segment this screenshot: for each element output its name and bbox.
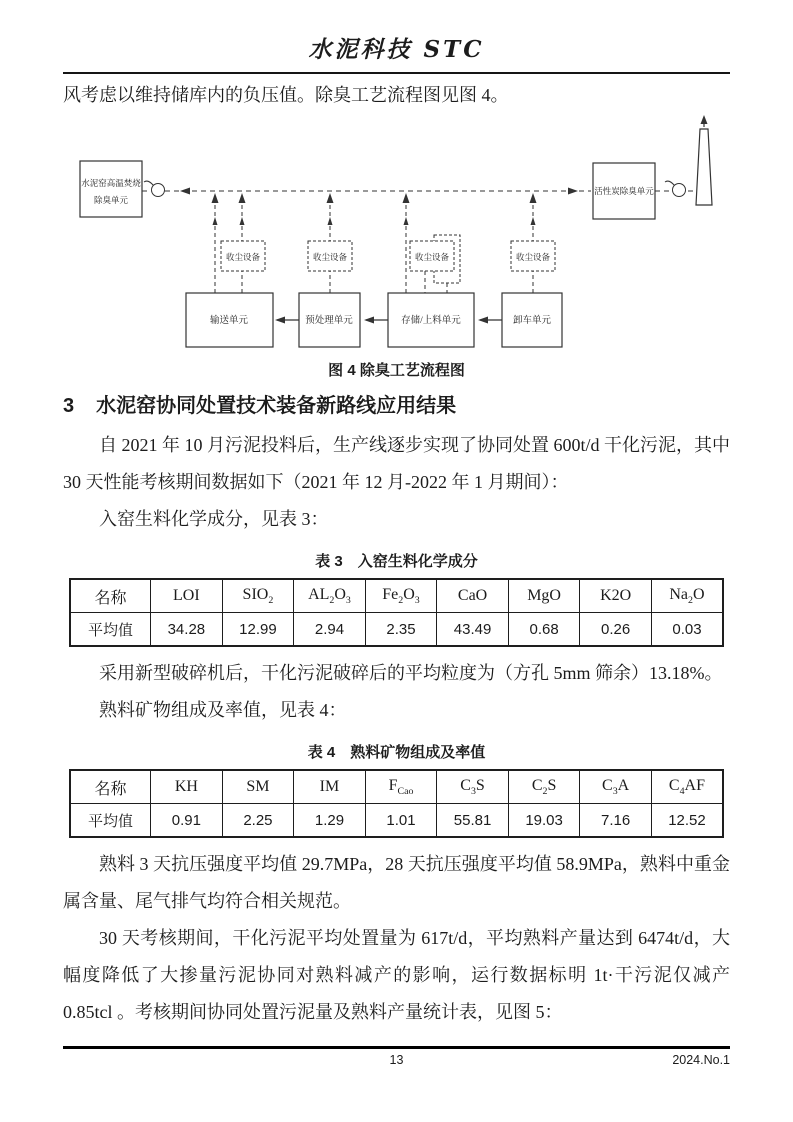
- table-value-cell: 12.99: [222, 613, 294, 647]
- paragraph-assessment-output: 30 天考核期间，干化污泥平均处置量为 617t/d，平均熟料产量达到 6474t/d，大幅度降低了大掺量污泥协同对熟料减产的影响，运行数据标明 1t·干污泥仅减产 0.85tcl 。考核期间协同处置污泥量及熟料产量统计表，见图 5：: [63, 928, 730, 1022]
- dust-collector-label-1: 收尘设备: [225, 252, 261, 262]
- table-value-cell: 平均值: [70, 804, 151, 838]
- table-header-cell: MgO: [508, 579, 580, 613]
- paragraph-performance-period: 自 2021 年 10 月污泥投料后，生产线逐步实现了协同处置 600t/d 干化污泥，其中 30 天性能考核期间数据如下（2021 年 12 月-2022 年 1 月期间）：: [63, 435, 730, 492]
- table-header-row: [70, 579, 723, 613]
- table-value-cell: 0.68: [508, 613, 580, 647]
- table-header-cell: $Na_2O$: [651, 579, 723, 613]
- table-header-cell: SM: [222, 770, 294, 804]
- dust-collector-label-4: 收尘设备: [515, 252, 551, 262]
- table-header-cell: $C_4AF$: [651, 770, 723, 804]
- flow-arrowheads: [180, 188, 578, 226]
- table-value-cell: 34.28: [151, 613, 223, 647]
- table-value-cell: 2.94: [294, 613, 366, 647]
- table-header-cell: 名称: [70, 579, 151, 613]
- table-value-cell: 1.01: [365, 804, 437, 838]
- fan-icon-left: [144, 181, 165, 196]
- table-value-cell: 0.91: [151, 804, 223, 838]
- table-value-cell: 平均值: [70, 613, 151, 647]
- table-header-cell: $AL_2O_3$: [294, 579, 366, 613]
- table-value-cell: 43.49: [437, 613, 509, 647]
- table-header-cell: K2O: [580, 579, 652, 613]
- activated-carbon-unit-label: 活性炭除臭单元: [594, 186, 654, 196]
- fan-icon-right: [665, 181, 686, 196]
- issue-number: 2024.No.1: [672, 1053, 730, 1067]
- dust-collectors: [221, 241, 555, 271]
- storage-feeding-unit-label: 存储/上料单元: [401, 316, 461, 326]
- table-value-cell: 19.03: [508, 804, 580, 838]
- table-value-row: [70, 613, 723, 647]
- table-header-cell: $Fe_2O_3$: [365, 579, 437, 613]
- conveyor-unit-label: 输送单元: [209, 316, 249, 326]
- paragraph-crusher-result: 采用新型破碎机后，干化污泥破碎后的平均粒度为（方孔 5mm 筛余）13.18%。: [99, 663, 723, 683]
- page-footer: [63, 1046, 730, 1071]
- table-value-cell: 2.35: [365, 613, 437, 647]
- dust-collector-label-2: 收尘设备: [312, 252, 348, 262]
- section-title: 水泥窑协同处置技术装备新路线应用结果: [96, 395, 457, 417]
- table-header-row: [70, 770, 723, 804]
- table-header-cell: $SIO_2$: [222, 579, 294, 613]
- section-3-heading: [63, 391, 730, 421]
- table-header-cell: IM: [294, 770, 366, 804]
- table-4-clinker-mineral-composition: [69, 769, 724, 838]
- chimney-stack: [696, 115, 712, 205]
- section-number: 3: [63, 395, 75, 417]
- table-header-cell: CaO: [437, 579, 509, 613]
- dust-collector-label-3: 收尘设备: [414, 252, 450, 262]
- unloading-unit-label: 卸车单元: [512, 316, 552, 326]
- table-value-cell: 2.25: [222, 804, 294, 838]
- kiln-unit-label-line2: 除臭单元: [93, 195, 129, 205]
- table-value-cell: 1.29: [294, 804, 366, 838]
- table-header-cell: $C_2S$: [508, 770, 580, 804]
- table-4-caption: 表 4 熟料矿物组成及率值: [307, 744, 486, 761]
- table-3-raw-meal-composition: [69, 578, 724, 647]
- table-value-cell: 12.52: [651, 804, 723, 838]
- table-header-cell: LOI: [151, 579, 223, 613]
- figure-4: [63, 113, 730, 361]
- table-value-cell: 0.03: [651, 613, 723, 647]
- page-number: 13: [389, 1053, 404, 1067]
- table-header-cell: $C_3S$: [437, 770, 509, 804]
- table-header-cell: 名称: [70, 770, 151, 804]
- journal-header-title: 水泥科技 STC: [308, 36, 485, 63]
- table-3-caption: 表 3 入窑生料化学成分: [315, 553, 478, 570]
- kiln-unit-label-line1: 水泥窑高温焚烧: [81, 178, 141, 188]
- table-header-cell: $C_3A$: [580, 770, 652, 804]
- table-header-cell: KH: [151, 770, 223, 804]
- table-value-row: [70, 804, 723, 838]
- figure-4-flowchart: [63, 113, 730, 361]
- table-value-cell: 55.81: [437, 804, 509, 838]
- footer-row: [63, 1053, 730, 1071]
- header-rule: [63, 72, 730, 74]
- paragraph-clinker-strength: 熟料 3 天抗压强度平均值 29.7MPa，28 天抗压强度平均值 58.9MPa，熟料中重金属含量、尾气排气均符合相关规范。: [63, 854, 730, 911]
- table-value-cell: 7.16: [580, 804, 652, 838]
- figure-4-caption: 图 4 除臭工艺流程图: [328, 362, 465, 379]
- paragraph-clinker-intro: 熟料矿物组成及率值，见表 4：: [99, 700, 347, 720]
- table-value-cell: 0.26: [580, 613, 652, 647]
- footer-rule: [63, 1046, 730, 1049]
- paragraph-raw-meal-intro: 入窑生料化学成分，见表 3：: [99, 509, 329, 529]
- kiln-deodorization-unit: [80, 161, 142, 217]
- activated-carbon-unit: [593, 163, 655, 219]
- intro-paragraph: 风考虑以维持储库内的负压值。除臭工艺流程图见图 4。: [63, 85, 509, 105]
- table-header-cell: $F_{Cao}$: [365, 770, 437, 804]
- exhaust-arrowhead: [701, 115, 708, 124]
- pretreatment-unit-label: 预处理单元: [305, 316, 353, 326]
